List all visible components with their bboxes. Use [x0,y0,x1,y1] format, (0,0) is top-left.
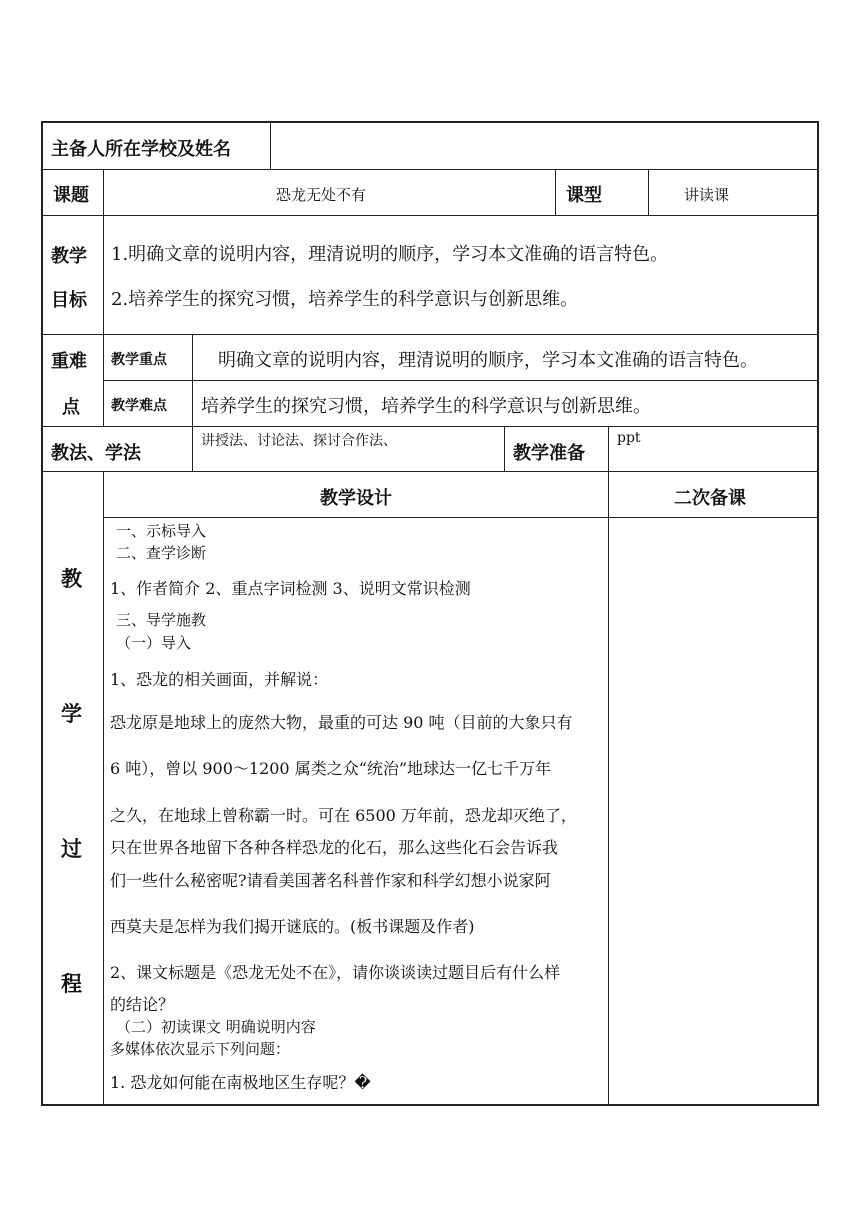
goals-label-line2: 目标 [51,290,87,311]
key-points-label-line2: 点 [62,397,80,418]
type-label: 课型 [566,185,602,206]
process-side-char-1: 教 [61,567,82,591]
process-side-char-4: 程 [61,972,82,996]
design-line: 只在世界各地留下各种各样恐龙的化石，那么这些化石会告诉我 [110,838,559,857]
goal-item-2: 2.培养学生的探究习惯，培养学生的科学意识与创新思维。 [111,289,579,310]
design-line: 2、课文标题是《恐龙无处不在》，请你谈谈读过题目后有什么样 [110,963,561,982]
key-points-label-line1: 重难 [51,351,87,372]
design-line: 6 吨），曾以 900～1200 属类之众“统治”地球达一亿七千万年 [110,759,552,778]
design-line: 1、作者简介 2、重点字词检测 3、说明文常识检测 [110,579,471,598]
design-line: 的结论？ [110,995,175,1014]
difficulty-value: 培养学生的探究习惯，培养学生的科学意识与创新思维。 [201,396,651,417]
design-header: 教学设计 [320,488,392,509]
prep-label: 教学准备 [513,443,585,464]
design-line: （二）初读课文 明确说明内容 [116,1018,316,1036]
prep-value: ppt [617,430,641,446]
design-line: 们一些什么秘密呢?请看美国著名科普作家和科学幻想小说家阿 [110,871,551,890]
design-line: 多媒体依次显示下列问题： [110,1040,291,1058]
topic-value: 恐龙无处不有 [276,186,367,204]
type-value: 讲读课 [684,186,730,204]
design-line: 西莫夫是怎样为我们揭开谜底的。(板书课题及作者) [110,917,475,936]
goals-label-line1: 教学 [51,246,87,267]
design-line: 之久，在地球上曾称霸一时。可在 6500 万年前，恐龙却灭绝了， [110,806,577,825]
methods-label: 教法、学法 [51,443,141,464]
difficulty-label: 教学难点 [111,398,167,414]
design-line: 一、示标导入 [116,522,207,540]
design-line: 二、查学诊断 [116,544,207,562]
focus-value: 明确文章的说明内容，理清说明的顺序，学习本文准确的语言特色。 [218,350,758,371]
topic-label: 课题 [53,185,89,206]
design-line: 恐龙原是地球上的庞然大物，最重的可达 90 吨（目前的大象只有 [110,713,573,732]
design-line: 三、导学施教 [116,611,207,629]
methods-value: 讲授法、讨论法、探讨合作法、 [201,433,397,449]
process-side-char-2: 学 [61,702,82,726]
design-line: 1. 恐龙如何能在南极地区生存呢？� [110,1073,371,1092]
goal-item-1: 1.明确文章的说明内容，理清说明的顺序，学习本文准确的语言特色。 [111,244,669,265]
design-line: 1、恐龙的相关画面，并解说： [110,670,329,689]
process-side-char-3: 过 [61,837,82,861]
focus-label: 教学重点 [111,352,167,368]
design-line: （一）导入 [116,634,192,652]
revision-header: 二次备课 [674,488,746,509]
preparer-label: 主备人所在学校及姓名 [51,139,231,160]
